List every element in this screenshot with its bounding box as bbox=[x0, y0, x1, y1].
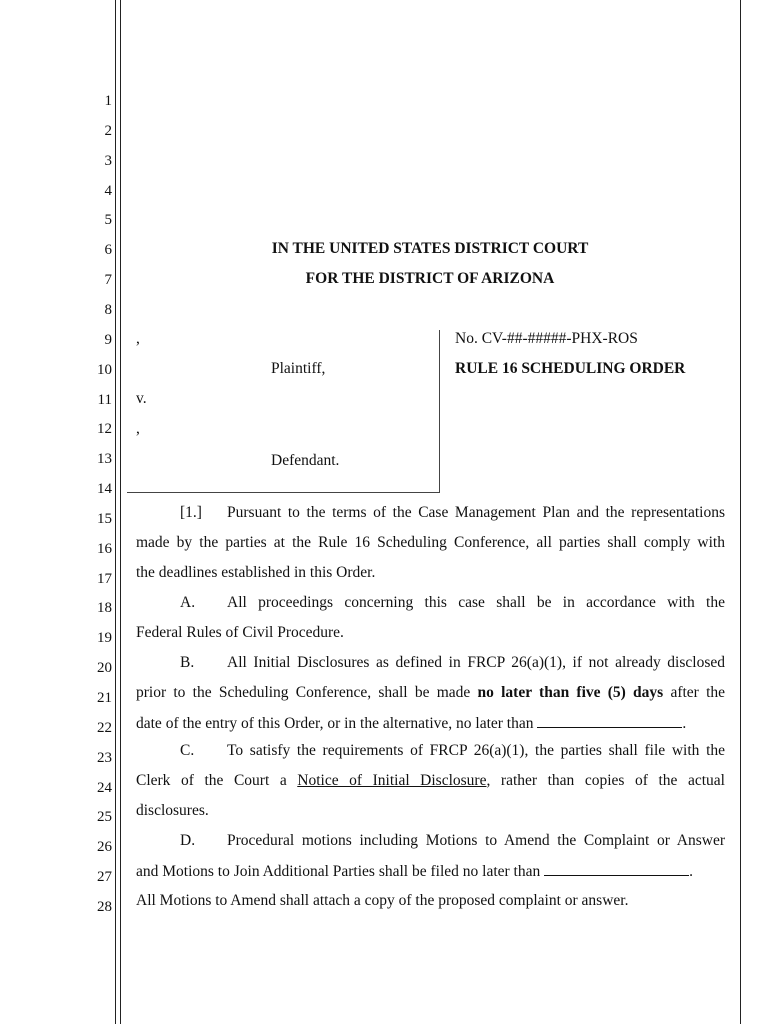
paragraph-marker: [1.] bbox=[180, 504, 202, 521]
text-run: , rather than copies of the actual bbox=[486, 772, 725, 789]
paragraph-line bbox=[136, 772, 725, 790]
text-run: . bbox=[689, 863, 693, 880]
line-number: 12 bbox=[97, 421, 112, 437]
line-number: 14 bbox=[97, 481, 112, 497]
left-margin-rule-outer bbox=[115, 0, 116, 1024]
defendant-name: , bbox=[136, 420, 140, 437]
line-number: 8 bbox=[104, 302, 112, 318]
paragraph-line bbox=[136, 714, 686, 733]
underlined-document-name: Notice of Initial Disclosure bbox=[297, 772, 487, 789]
paragraph-marker: A. bbox=[180, 594, 196, 611]
line-number: 3 bbox=[104, 153, 112, 169]
line-number: 15 bbox=[97, 511, 112, 527]
document-title: RULE 16 SCHEDULING ORDER bbox=[455, 360, 686, 377]
left-margin-rule-inner bbox=[120, 0, 121, 1024]
text-run: after the bbox=[670, 684, 726, 701]
line-number: 21 bbox=[97, 690, 112, 706]
case-number: No. CV-##-#####-PHX-ROS bbox=[455, 330, 638, 347]
paragraph-marker: D. bbox=[180, 832, 196, 849]
paragraph-line: the deadlines established in this Order. bbox=[136, 564, 376, 581]
line-number: 9 bbox=[104, 332, 112, 348]
line-number: 28 bbox=[97, 899, 112, 915]
line-number: 25 bbox=[97, 809, 112, 825]
line-number: 13 bbox=[97, 451, 112, 467]
line-number: 24 bbox=[97, 780, 112, 796]
text-run: Clerk of the Court a bbox=[136, 772, 287, 789]
line-number: 4 bbox=[104, 183, 112, 199]
paragraph-line: Procedural motions including Motions to Amend the Complaint or Answer bbox=[227, 832, 725, 849]
line-number: 22 bbox=[97, 720, 112, 736]
paragraph-line: All Initial Disclosures as defined in FRCP 26(a)(1), if not already disclosed bbox=[227, 654, 725, 671]
line-number: 5 bbox=[104, 212, 112, 228]
blank-date-field[interactable] bbox=[544, 862, 689, 876]
line-number: 6 bbox=[104, 242, 112, 258]
line-number: 2 bbox=[104, 123, 112, 139]
paragraph-line: All Motions to Amend shall attach a copy of the proposed complaint or answer. bbox=[136, 892, 629, 909]
text-run: prior to the Scheduling Conference, shall be made bbox=[136, 684, 471, 701]
versus-label: v. bbox=[136, 390, 147, 407]
right-margin-rule bbox=[740, 0, 741, 1024]
line-number: 16 bbox=[97, 541, 112, 557]
paragraph-line: disclosures. bbox=[136, 802, 209, 819]
defendant-label: Defendant. bbox=[271, 452, 340, 469]
line-number: 18 bbox=[97, 600, 112, 616]
line-number: 7 bbox=[104, 272, 112, 288]
text-run: date of the entry of this Order, or in the alternative, no later than bbox=[136, 715, 534, 732]
line-number: 1 bbox=[104, 93, 112, 109]
court-district: FOR THE DISTRICT OF ARIZONA bbox=[305, 270, 555, 287]
line-number: 26 bbox=[97, 839, 112, 855]
line-number: 27 bbox=[97, 869, 112, 885]
paragraph-line bbox=[136, 862, 693, 881]
paragraph-line: To satisfy the requirements of FRCP 26(a)(1), the parties shall file with the bbox=[227, 742, 725, 759]
text-run: . bbox=[682, 715, 687, 732]
line-number: 20 bbox=[97, 660, 112, 676]
paragraph-line: made by the parties at the Rule 16 Scheduling Conference, all parties shall comply with bbox=[136, 534, 725, 551]
text-run: and Motions to Join Additional Parties shall be filed no later than bbox=[136, 863, 541, 880]
blank-date-field[interactable] bbox=[537, 714, 682, 728]
paragraph-marker: C. bbox=[180, 742, 195, 759]
plaintiff-label: Plaintiff, bbox=[271, 360, 326, 377]
paragraph-marker: B. bbox=[180, 654, 195, 671]
line-number: 11 bbox=[97, 392, 112, 408]
paragraph-line: Federal Rules of Civil Procedure. bbox=[136, 624, 344, 641]
line-number: 23 bbox=[97, 750, 112, 766]
paragraph-line bbox=[136, 684, 725, 702]
plaintiff-name: , bbox=[136, 330, 140, 347]
paragraph-line: Pursuant to the terms of the Case Management Plan and the representations bbox=[227, 504, 725, 521]
line-number: 19 bbox=[97, 630, 112, 646]
emphasis-deadline: no later than five (5) days bbox=[477, 684, 664, 701]
court-name: IN THE UNITED STATES DISTRICT COURT bbox=[271, 240, 589, 257]
line-number: 17 bbox=[97, 571, 112, 587]
line-number: 10 bbox=[97, 362, 112, 378]
paragraph-line: All proceedings concerning this case shall be in accordance with the bbox=[227, 594, 725, 611]
